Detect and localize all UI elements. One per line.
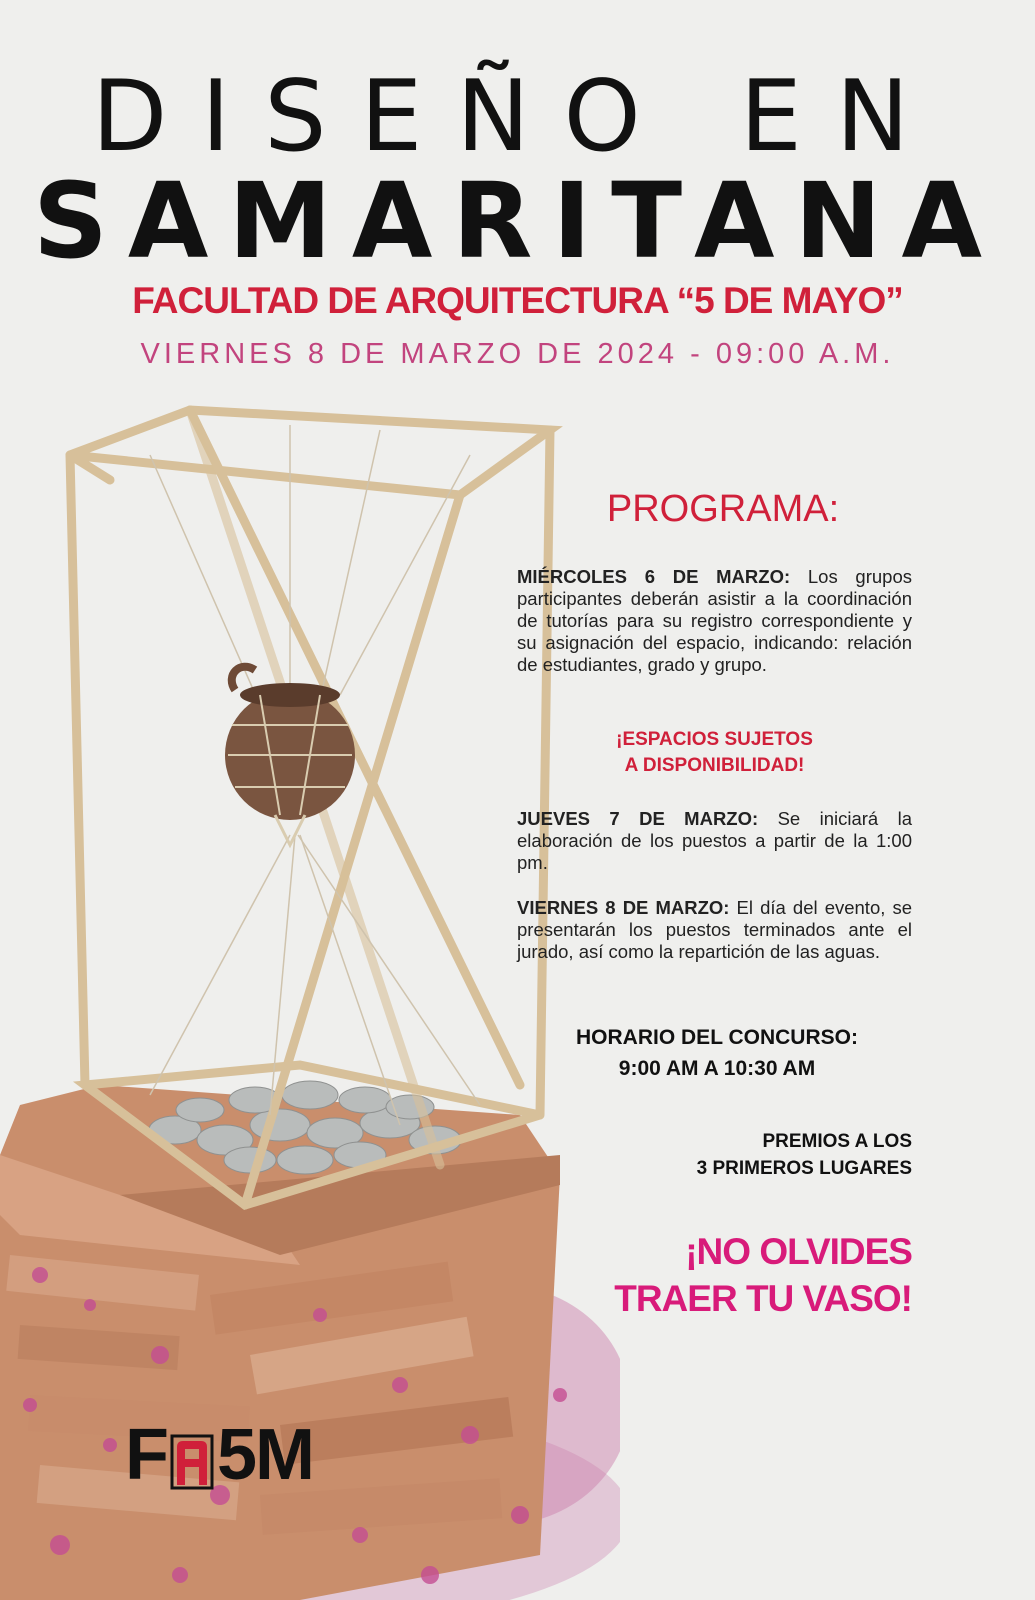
logo-a-mark-icon bbox=[169, 1426, 215, 1484]
program-heading: PROGRAMA: bbox=[606, 488, 840, 530]
reminder-line-1: ¡NO OLVIDES bbox=[685, 1231, 912, 1272]
thursday-label: JUEVES 7 DE MARZO: bbox=[517, 808, 759, 829]
prizes bbox=[600, 1128, 912, 1182]
title-line-2: SAMARITANA bbox=[32, 160, 1003, 282]
program-friday bbox=[517, 897, 912, 963]
reminder-line-2: TRAER TU VASO! bbox=[614, 1278, 912, 1319]
schedule-line-2: 9:00 AM A 10:30 AM bbox=[618, 1057, 816, 1080]
event-date: VIERNES 8 DE MARZO DE 2024 - 09:00 A.M. bbox=[140, 338, 895, 370]
title-line-1: DISEÑO EN bbox=[91, 60, 944, 174]
program-wednesday bbox=[517, 566, 912, 676]
prizes-line-2: 3 PRIMEROS LUGARES bbox=[696, 1158, 912, 1179]
availability-alert bbox=[517, 727, 912, 779]
alert-line-2: A DISPONIBILIDAD! bbox=[624, 755, 805, 776]
faculty-name: FACULTAD DE ARQUITECTURA “5 DE MAYO” bbox=[132, 280, 903, 321]
alert-line-1: ¡ESPACIOS SUJETOS bbox=[616, 729, 813, 750]
schedule-line-1: HORARIO DEL CONCURSO: bbox=[576, 1026, 858, 1049]
clay-pot bbox=[225, 667, 355, 845]
thursday-text: Se iniciará la elaboración de los puestos a partir de la 1:00 pm. bbox=[517, 808, 912, 873]
reminder bbox=[540, 1228, 912, 1322]
logo-left-letter: F bbox=[125, 1415, 167, 1495]
friday-label: VIERNES 8 DE MARZO: bbox=[517, 897, 730, 918]
friday-text: El día del evento, se presentarán los puestos terminados ante el jurado, así como la repartición de las aguas. bbox=[517, 897, 913, 962]
wednesday-text: Los grupos participantes deberán asistir a la coordinación de tutorías para su registro correspondiente y su asignación del espacio, indicando: relación de estudiantes, grado y grupo. bbox=[517, 566, 912, 675]
fa5m-logo bbox=[125, 1415, 314, 1495]
prizes-line-1: PREMIOS A LOS bbox=[762, 1131, 912, 1152]
wednesday-label: MIÉRCOLES 6 DE MARZO: bbox=[517, 566, 791, 587]
program-thursday bbox=[517, 808, 912, 874]
logo-right-letters: 5M bbox=[216, 1415, 314, 1495]
contest-schedule bbox=[517, 1022, 917, 1084]
